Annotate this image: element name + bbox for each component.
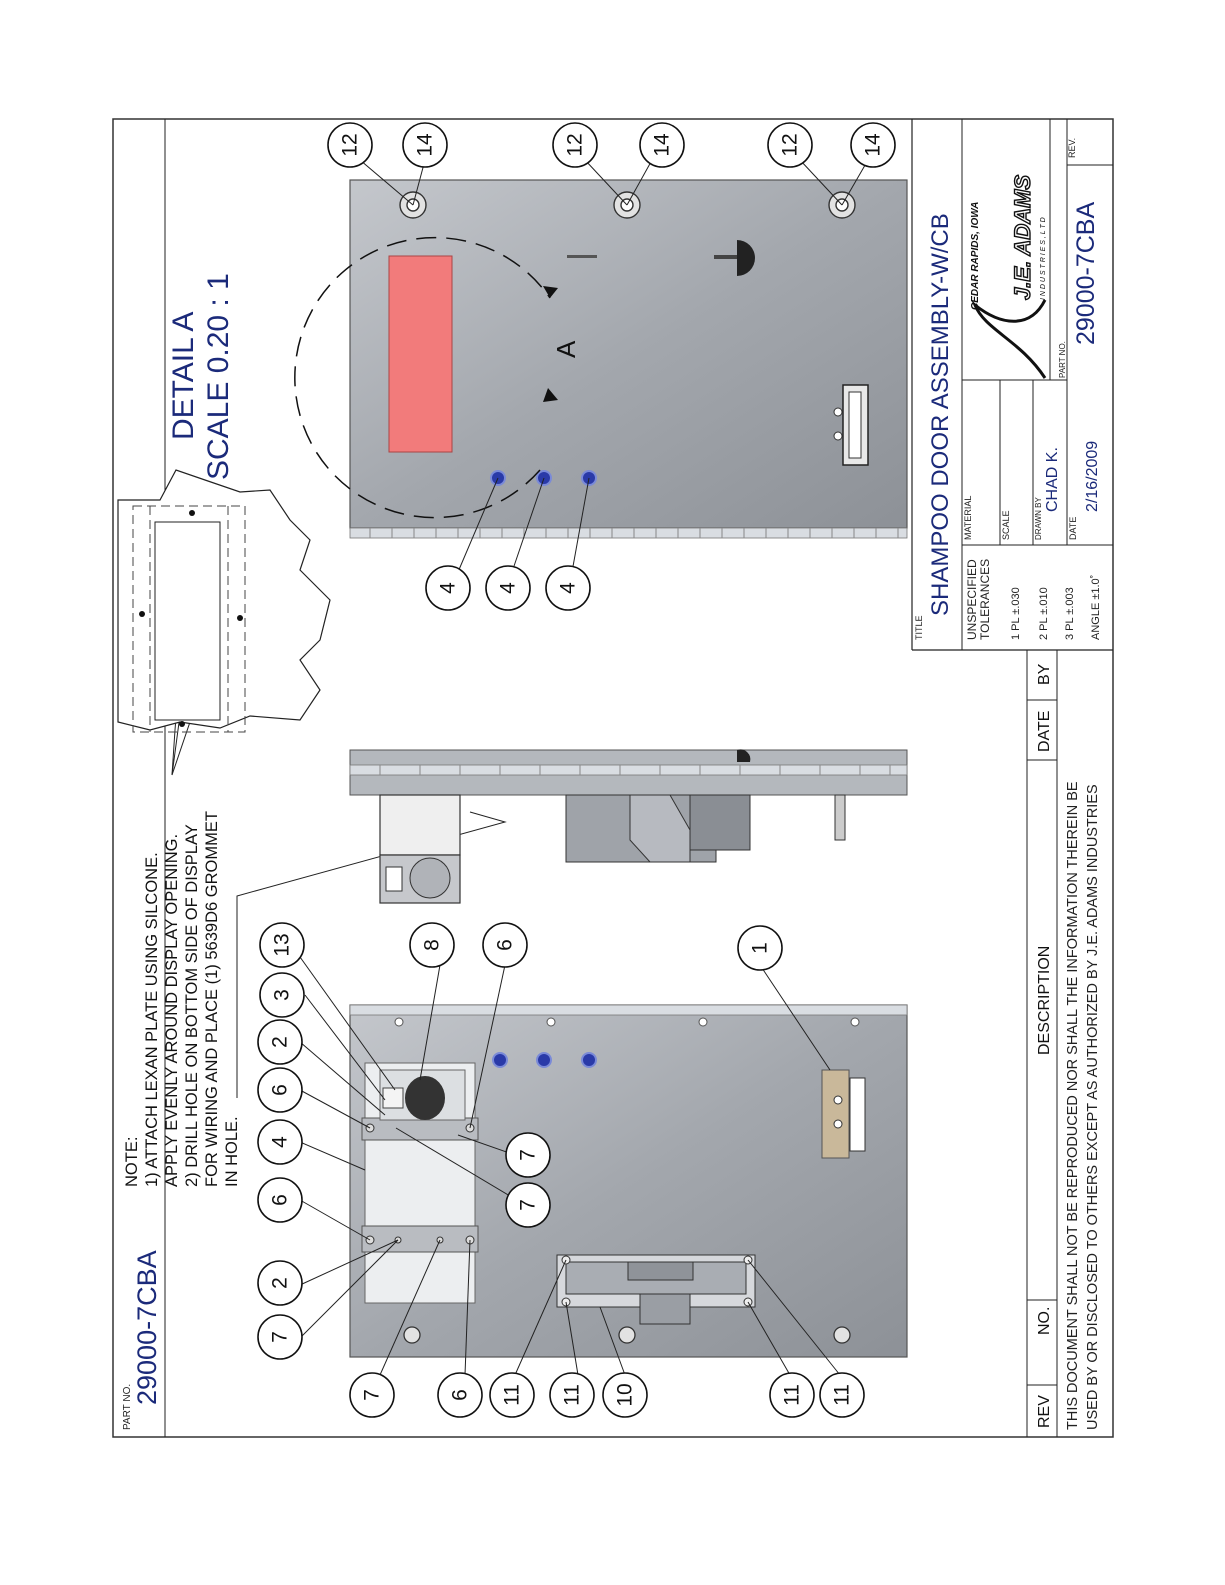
svg-text:8: 8 [420,939,444,951]
svg-text:6: 6 [493,939,517,951]
balloon-callout [260,973,304,1017]
svg-text:7: 7 [516,1199,540,1211]
tol-2pl: 2 PL ±.010 [1038,587,1050,640]
header-part-no-label: PART NO. [122,1383,133,1430]
detail-title-text: DETAIL A [167,311,200,440]
rev-col-rev: REV [1036,1395,1053,1428]
notes-line-3: 2) DRILL HOLE ON BOTTOM SIDE OF DISPLAY [183,824,201,1187]
display-window [389,256,452,452]
balloon-callout [603,1373,647,1417]
tolerances-label-2: TOLERANCES [978,558,992,640]
rev-col-by: BY [1036,663,1053,685]
notes-line-2: APPLY EVENLY AROUND DISPLAY OPENING. [163,833,181,1187]
balloon-callout [258,1315,302,1359]
tolerances-label-1: UNSPECIFIED [965,559,979,640]
notes-line-5: IN HOLE. [223,1116,241,1187]
svg-text:11: 11 [780,1384,804,1406]
balloon-callout [738,926,782,970]
scale-label: SCALE [1001,510,1011,540]
svg-text:11: 11 [500,1384,524,1406]
svg-text:6: 6 [448,1389,472,1401]
balloon-callout [640,123,684,167]
balloon-callout [546,566,590,610]
tol-3pl: 3 PL ±.003 [1064,587,1076,640]
detail-scale: SCALE 0.20 : 1 [202,273,235,480]
balloon-callout [426,566,470,610]
date-label: DATE [1068,516,1078,540]
material-label: MATERIAL [963,495,973,540]
tol-1pl: 1 PL ±.030 [1010,587,1022,640]
notes-line-1: 1) ATTACH LEXAN PLATE USING SILCONE. [143,852,161,1187]
balloon-callout [851,123,895,167]
tb-part-no-label: PART NO. [1058,341,1067,378]
balloon-callout [770,1373,814,1417]
svg-text:4: 4 [268,1136,292,1148]
svg-text:11: 11 [560,1384,584,1406]
svg-text:12: 12 [778,133,802,157]
rev-col-date: DATE [1036,710,1053,752]
notes-line-4: FOR WIRING AND PLACE (1) 5639D6 GROMMET [203,811,221,1187]
balloon-callout [490,1373,534,1417]
svg-text:7: 7 [516,1149,540,1161]
svg-text:14: 14 [413,133,437,157]
door-back-view [350,1005,907,1357]
drawn-by-label: DRAWN BY [1034,497,1043,540]
balloon-callout [553,123,597,167]
balloon-callout [768,123,812,167]
balloon-callout [258,1261,302,1305]
balloon-callout [820,1373,864,1417]
company-logo: J.E. ADAMS [1010,174,1035,300]
balloon-callout [410,923,454,967]
balloon-callout [258,1020,302,1064]
balloon-callout [438,1373,482,1417]
svg-text:2: 2 [268,1277,292,1289]
detail-callout-letter: A [551,340,581,358]
svg-text:1: 1 [748,942,772,954]
svg-text:11: 11 [830,1384,854,1406]
tol-angle: ANGLE ±1.0˚ [1090,574,1102,640]
balloon-callout [486,566,530,610]
svg-text:7: 7 [360,1389,384,1401]
svg-text:13: 13 [270,933,294,957]
balloon-callout [506,1133,550,1177]
svg-text:12: 12 [563,133,587,157]
balloon-callout [258,1068,302,1112]
balloon-callout [550,1373,594,1417]
svg-text:6: 6 [268,1084,292,1096]
balloon-callout [506,1183,550,1227]
svg-text:4: 4 [556,582,580,594]
balloon-callout [350,1373,394,1417]
company-sub: I N D U S T R I E S , L T D [1040,217,1047,300]
notes-title: NOTE: [123,1136,141,1187]
svg-text:14: 14 [650,133,674,157]
door-front-view [295,180,907,538]
title-label: TITLE [914,615,924,640]
title-text: SHAMPOO DOOR ASSEMBLY-W/CB [927,213,954,616]
rev-col-no: NO. [1036,1306,1053,1335]
svg-text:3: 3 [270,989,294,1001]
disclaimer-line-1: THIS DOCUMENT SHALL NOT BE REPRODUCED NOR SHALL THE INFORMATION THEREIN BE [1065,781,1081,1430]
svg-text:4: 4 [496,582,520,594]
rev-col-description: DESCRIPTION [1036,945,1053,1055]
svg-text:2: 2 [268,1036,292,1048]
date-value: 2/16/2009 [1084,440,1101,512]
svg-text:4: 4 [436,582,460,594]
disclaimer-line-2: USED BY OR DISCLOSED TO OTHERS EXCEPT AS AUTHORIZED BY J.E. ADAMS INDUSTRIES [1085,784,1101,1430]
balloon-callout [258,1178,302,1222]
balloon-callout [483,923,527,967]
svg-text:6: 6 [268,1194,292,1206]
tb-part-no: 29000-7CBA [1072,201,1100,345]
balloon-callout [328,123,372,167]
tb-rev-label: REV. [1067,137,1077,158]
balloon-callout [260,923,304,967]
header-part-no: 29000-7CBA [132,1250,162,1405]
drawn-by: CHAD K. [1044,447,1061,512]
svg-text:14: 14 [861,133,885,157]
balloon-callout [403,123,447,167]
svg-text:12: 12 [338,133,362,157]
company-city: CEDAR RAPIDS, IOWA [970,201,981,310]
svg-text:10: 10 [613,1383,637,1407]
svg-text:7: 7 [268,1331,292,1343]
balloon-callout [258,1120,302,1164]
